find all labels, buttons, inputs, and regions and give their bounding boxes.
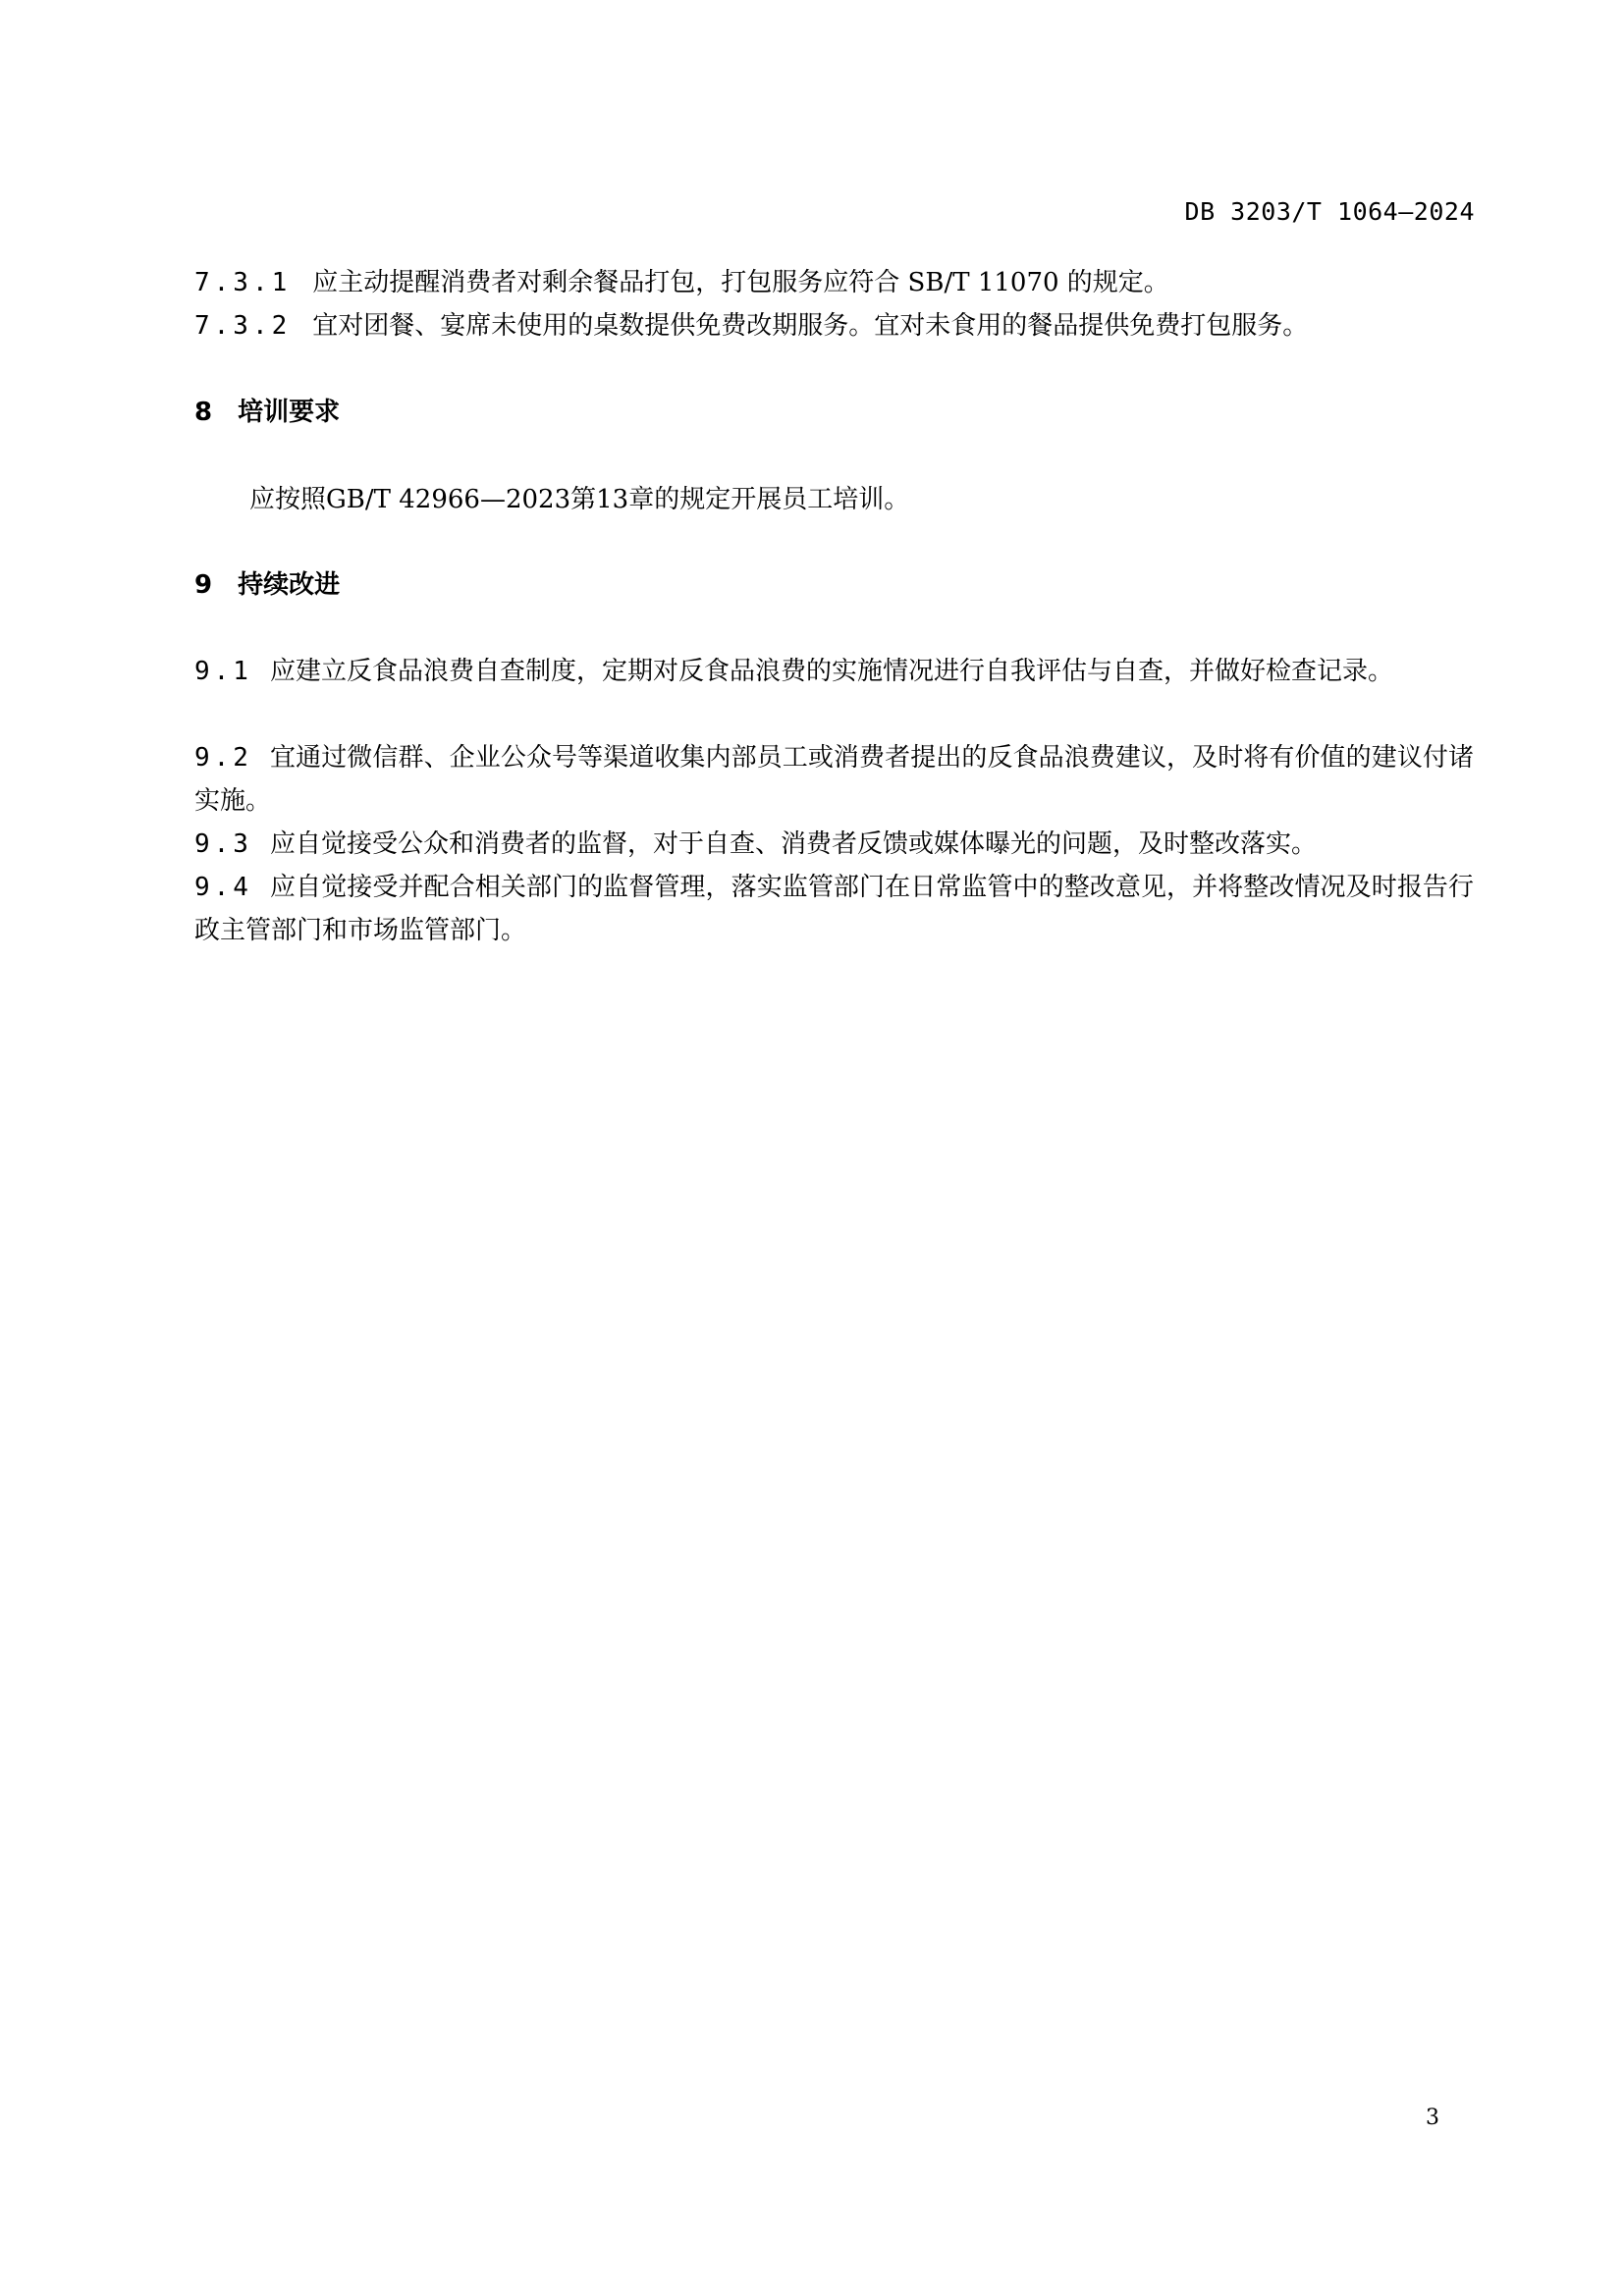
section-number: 8 [194,398,213,427]
clause-number: 9.3 [194,829,252,859]
page-number: 3 [1426,2106,1439,2130]
section-8-heading [194,393,340,432]
section-8-body: 应按照GB/T 42966—2023第13章的规定开展员工培训。 [249,485,910,514]
clause-text: 应建立反食品浪费自查制度，定期对反食品浪费的实施情况进行自我评估与自查，并做好检查记录。 [269,657,1393,686]
clause-9-4 [194,866,1474,952]
clause-9-3 [194,823,1474,866]
section-9-heading [194,565,340,605]
clause-text: 应自觉接受并配合相关部门的监督管理，落实监管部门在日常监管中的整改意见，并将整改情况及时报告行政主管部门和市场监管部门。 [194,873,1474,945]
clause-7-3-2 [194,304,1474,347]
clause-number: 7.3.1 [194,268,292,297]
clause-text: 应自觉接受公众和消费者的监督，对于自查、消费者反馈或媒体曝光的问题，及时整改落实。 [269,829,1317,859]
clause-9-1 [194,650,1474,693]
document-code: DB 3203/T 1064—2024 [1184,197,1475,226]
clause-9-2 [194,736,1474,823]
section-title: 培训要求 [238,398,341,427]
clause-number: 9.4 [194,873,252,902]
clause-number: 7.3.2 [194,311,292,341]
clause-text: 应主动提醒消费者对剩余餐品打包，打包服务应符合 SB/T 11070 的规定。 [312,268,1169,297]
clause-text: 宜通过微信群、企业公众号等渠道收集内部员工或消费者提出的反食品浪费建议，及时将有价值的建议付诸实施。 [194,743,1474,816]
clause-7-3-1 [194,261,1474,304]
clause-number: 9.1 [194,657,252,686]
section-number: 9 [194,570,213,600]
clause-text: 宜对团餐、宴席未使用的桌数提供免费改期服务。宜对未食用的餐品提供免费打包服务。 [312,311,1309,341]
clause-number: 9.2 [194,743,252,773]
section-title: 持续改进 [238,570,341,600]
